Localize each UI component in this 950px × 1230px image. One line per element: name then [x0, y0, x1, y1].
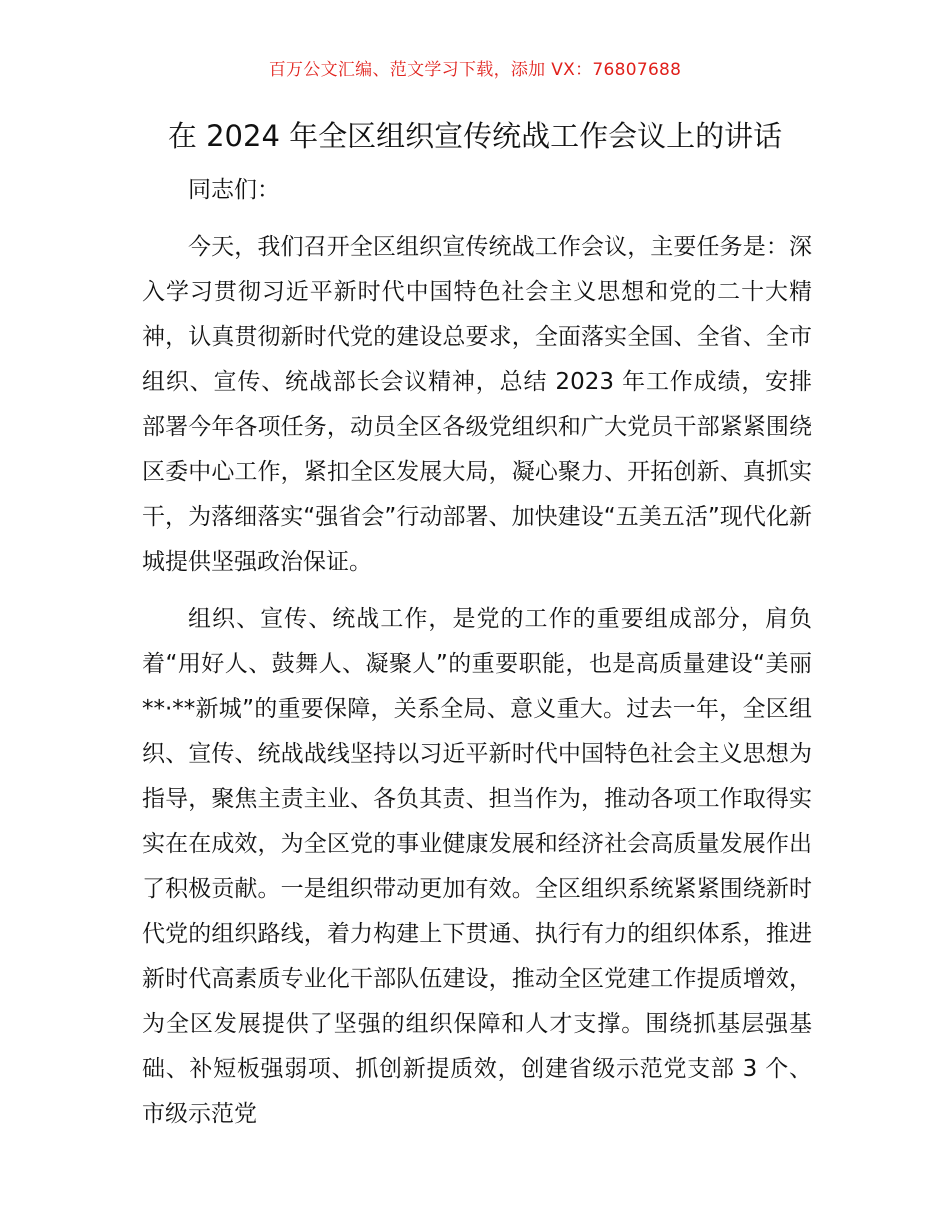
document-body — [142, 168, 812, 1137]
paragraph: 组织、宣传、统战工作，是党的工作的重要组成部分，肩负着“用好人、鼓舞人、凝聚人”的重要职能，也是高质量建设“美丽**·**新城”的重要保障，关系全局、意义重大。过去一年，全区组织、宣传、统战战线坚持以习近平新时代中国特色社会主义思想为指导，聚焦主责主业、各负其责、担当作为，推动各项工作取得实实在在成效，为全区党的事业健康发展和经济社会高质量发展作出了积极贡献。一是组织带动更加有效。全区组织系统紧紧围绕新时代党的组织路线，着力构建上下贯通、执行有力的组织体系，推进新时代高素质专业化干部队伍建设，推动全区党建工作提质增效，为全区发展提供了坚强的组织保障和人才支撑。围绕抓基层强基础、补短板强弱项、抓创新提质效，创建省级示范党支部 3 个、市级示范党 — [142, 606, 812, 1127]
paragraph: 今天，我们召开全区组织宣传统战工作会议，主要任务是：深入学习贯彻习近平新时代中国特色社会主义思想和党的二十大精神，认真贯彻新时代党的建设总要求，全面落实全国、全省、全市组织、宣传、统战部长会议精神，总结 2023 年工作成绩，安排部署今年各项任务，动员全区各级党组织和广大党员干部紧紧围绕区委中心工作，紧扣全区发展大局，凝心聚力、开拓创新、真抓实干，为落细落实“强省会”行动部署、加快建设“五美五活”现代化新城提供坚强政治保证。 — [142, 234, 812, 575]
document-title: 在 2024 年全区组织宣传统战工作会议上的讲话 — [167, 119, 783, 153]
header-note: 百万公文汇编、范文学习下载，添加 VX：76807688 — [268, 60, 682, 80]
greeting: 同志们： — [188, 177, 280, 203]
